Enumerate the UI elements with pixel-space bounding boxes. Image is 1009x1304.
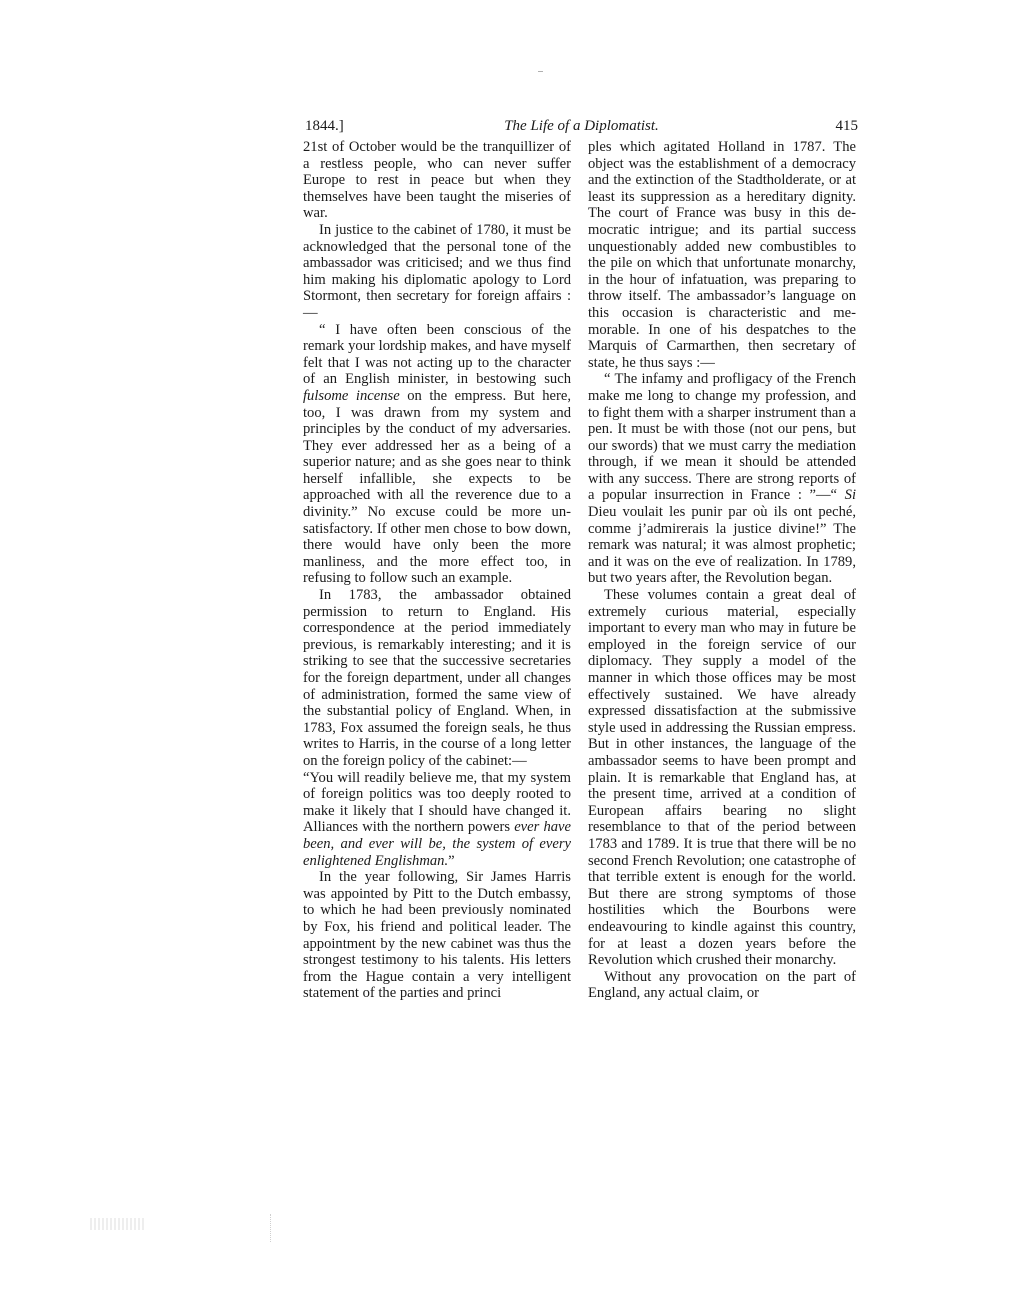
italic-run: fulsome incense xyxy=(303,387,400,404)
paragraph: In the year following, Sir James Harris was appointed by Pitt to the Dutch embassy, to which he had been previously nominated by Fox, his friend and political leader. The appointment by the new cabinet was thus the strongest testimony to his talents. His letters from the Hague contain a very intelligent statement of the parties and princi xyxy=(303,869,571,1002)
page-header xyxy=(305,118,858,138)
paragraph: In 1783, the ambassador obtained permission to return to England. His correspondence at the period immediately previous, is remarkably interesting; and it is striking to see that the successive secretaries for the foreign department, under all changes of administration, formed the same view of the substantial policy of England. When, in 1783, Fox assumed the foreign seals, he thus writes to Harris, in the course of a long letter on the foreign policy of the cabinet:— xyxy=(303,587,571,769)
text-run: on the empress. But here, too, I was drawn from my system and principles by the conduct of my adversaries. They ever addressed her as a being of a superior nature; and as she goes near to think herself infallible, she expects to be approached with all the reverence due to a divinity.” No excuse could be more unsatisfactory. If other men chose to bow down, there would have only been the more manliness, and the more effect too, in refusing to follow such an example. xyxy=(303,387,572,587)
right-column xyxy=(588,139,856,1002)
paragraph: These volumes contain a great deal of extremely curious material, especially important to every man who may in future be employed in the foreign service of our diplomacy. They supply a model of the manner in which those offices may be most effectively sustained. We have already expressed dissatisfaction at the submissive style used in addressing the Russian empress. But in other instances, the language of the ambassador seems to have been prompt and plain. It is remarkable that England has, at the present time, arrived at a condition of European affairs bearing no slight resemblance to that of the period between 1783 and 1789. It is true that there will be no second French Revolution; one catastrophe of that terrible extent is enough for the world. But there are strong symptoms of those hostilities which the Bourbons were endeavouring to kindle against this country, for at least a dozen years before the Revolution which crushed their monarchy. xyxy=(588,587,856,969)
scan-smudge xyxy=(90,1218,146,1230)
left-column xyxy=(303,139,571,1002)
paragraph: 21st of October would be the tranquillizer of a restless people, who can never suffer Europe to rest in peace but when they themselves have been taught the miseries of war. xyxy=(303,139,571,222)
text-run: “ I have often been conscious of the remark your lordship makes, and have myself felt that I was not acting up to the character of an English minister, in bestowing such xyxy=(303,321,571,388)
paragraph: Without any provocation on the part of England, any actual claim, or xyxy=(588,968,856,1002)
paragraph xyxy=(588,371,856,587)
text-run: Dieu voulait les punir par où ils ont peché, comme j’admirerais la justice divine!” The remark was natural; it was almost prophetic; and it was on the eve of realization. In 1789, but two years after, the Revolution began. xyxy=(588,504,856,587)
italic-run: Si xyxy=(844,487,856,504)
paragraph xyxy=(303,322,571,588)
running-title: The Life of a Diplomatist. xyxy=(504,118,659,134)
scan-mark xyxy=(270,1214,274,1242)
print-mark xyxy=(538,71,543,72)
italic-run: ever have been, and ever will be, the system of every enlightened Englishman. xyxy=(303,819,572,869)
page-number: 415 xyxy=(835,118,858,134)
quotation xyxy=(303,770,571,870)
header-year: 1844.] xyxy=(305,118,344,134)
text-run: “ The infamy and profligacy of the French make me long to change my profession, and to fight them with a sharper instrument than a pen. It must be with those (not our pens, but our swords) that we must carry the mediation through, if we mean it should be attended with any success. There are strong reports of a popular insurrection in France : ”—“ xyxy=(588,371,856,504)
paragraph: In justice to the cabinet of 1780, it must be acknowledged that the personal tone of the ambassador was criticised; and we thus find him making his diplomatic apology to Lord Stormont, then secretary for foreign affairs :— xyxy=(303,221,571,321)
text-run: ” xyxy=(448,852,455,869)
paragraph: ples which agitated Holland in 1787. The object was the establishment of a democracy and the extinction of the Stadtholderate, or at least its suppression as a hereditary dignity. The court of France was busy in this democratic intrigue; and its partial success unquestionably added new combustibles to the pile on which that unfortunate monarchy, in the hour of infatuation, was preparing to throw itself. The ambassador’s language on this occasion is characteristic and memorable. In one of his despatches to the Marquis of Carmarthen, then secretary of state, he thus says :— xyxy=(588,139,856,371)
text-run: “You will readily believe me, that my system of foreign politics was too deeply rooted to make it likely that I should have changed it. Alliances with the northern powers xyxy=(303,769,571,836)
